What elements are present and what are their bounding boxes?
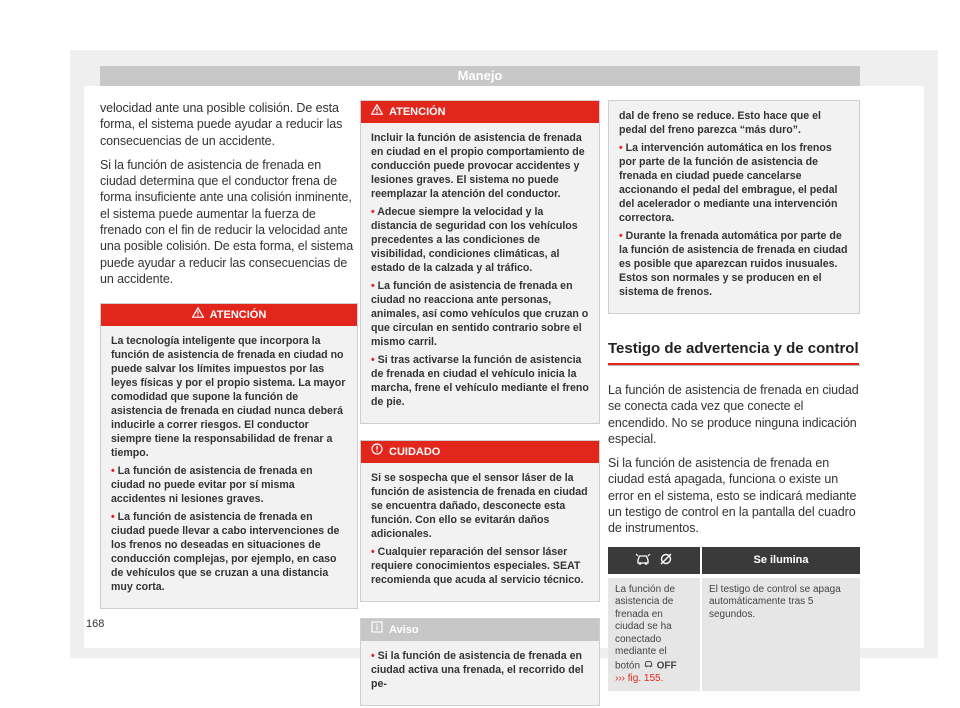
note-bullet: • La intervención automática en los frenos por parte de la función de asistencia de frenada en ciudad puede cancelarse accionando el pedal del embrague, el pedal del acelerador o mediante una intervención correctora. bbox=[619, 142, 838, 224]
note-continuation-intro: dal de freno se reduce. Esto hace que el pedal del freno parezca “más duro”. bbox=[619, 110, 821, 136]
info-circle-icon bbox=[371, 441, 383, 463]
warning-header bbox=[361, 101, 599, 123]
note-title: Aviso bbox=[389, 624, 419, 636]
note-box bbox=[360, 618, 600, 706]
caution-box bbox=[360, 440, 600, 602]
warning-box bbox=[100, 303, 358, 609]
warning-bullet: • Si tras activarse la función de asistencia de frenada en ciudad el vehículo inicia la marcha, frene el vehículo mediante el freno de pie. bbox=[371, 354, 589, 408]
brake-warning-small-icon bbox=[643, 659, 654, 673]
section-title-rule bbox=[608, 340, 860, 366]
table-header-row bbox=[608, 547, 860, 576]
note-continuation-box bbox=[608, 100, 860, 314]
warning-intro: La tecnología inteligente que incorpora la función de asistencia de frenada en ciudad no puede salvar los límites impuestos por las leyes físicas y por el propio sistema. La mayor comodidad que supone la función de asistencia de frenada en ciudad nunca deberá inducirle a correr riesgos. El conductor siempre tiene la responsabilidad de frenar a tiempo. bbox=[111, 335, 346, 460]
warning-body bbox=[101, 326, 357, 608]
warning-triangle-icon bbox=[371, 101, 383, 123]
warning-bullet: • La función de asistencia de frenada en ciudad puede llevar a cabo intervenciones de los frenos no deseadas en situaciones de conducción complejas, por ejemplo, en caso de vehículos que se cruzan a una distancia muy corta. bbox=[111, 511, 340, 594]
car-brake-icon bbox=[635, 552, 651, 569]
page-number: 168 bbox=[86, 618, 105, 630]
note-continuation-body bbox=[609, 101, 859, 313]
column-1 bbox=[100, 100, 358, 609]
warning-title: ATENCIÓN bbox=[209, 309, 267, 322]
paragraph: Si la función de asistencia de frenada en ciudad determina que el conductor frena de forma insuficiente ante una colisión inminente, el sistema puede aumentar la fuerza de frenado con el fin de reducir la velocidad ante una posible colisión. De esta forma, el sistema puede ayudar a reducir las consecuencias de un accidente. bbox=[100, 157, 354, 286]
warning-bullet: • Adecue siempre la velocidad y la distancia de seguridad con los vehículos precedentes a las condiciones de visibilidad, condiciones climáticas, al estado de la calzada y al tráfico. bbox=[371, 206, 578, 274]
table-cell-condition: La función de asistencia de frenada en ciudad se ha conectado mediante el botón OFF ››› fig. 155. bbox=[608, 576, 701, 691]
warning-bullet: • La función de asistencia de frenada en ciudad no puede evitar por sí misma accidentes ni lesiones graves. bbox=[111, 465, 313, 506]
paragraph: Si la función de asistencia de frenada en ciudad está apagada, funciona o existe un error en el sistema, esto se indicará mediante un testigo de control en la pantalla del cuadro de instrumentos. bbox=[608, 456, 857, 536]
caution-bullet: • Cualquier reparación del sensor láser requiere conocimientos especiales. SEAT recomienda que acuda al servicio técnico. bbox=[371, 546, 584, 586]
off-symbol-icon bbox=[659, 552, 673, 569]
paragraph: La función de asistencia de frenada en ciudad se conecta cada vez que conecte el encendido. No se produce ninguna indicación especial. bbox=[608, 383, 859, 446]
table-header-icons bbox=[608, 547, 701, 576]
figure-reference-link[interactable]: ››› fig. 155. bbox=[615, 672, 664, 684]
table-row bbox=[608, 576, 860, 691]
table-header-illuminates: Se ilumina bbox=[701, 547, 860, 576]
table-cell-description: El testigo de control se apaga automáticamente tras 5 segundos. bbox=[701, 576, 860, 691]
section-title: Testigo de advertencia y de control bbox=[608, 340, 859, 365]
paragraph: velocidad ante una posible colisión. De esta forma, el sistema puede ayudar a reducir las consecuencias de un accidente. bbox=[100, 101, 343, 148]
column-2 bbox=[360, 100, 600, 706]
indicator-table bbox=[608, 547, 860, 691]
note-body bbox=[361, 641, 599, 705]
note-bullet: • Si la función de asistencia de frenada en ciudad activa una frenada, el recorrido del pe- bbox=[371, 650, 584, 690]
note-icon bbox=[371, 619, 383, 641]
caution-intro: Si se sospecha que el sensor láser de la función de asistencia de frenada en ciudad se encuentra dañado, desconecte esta función. Con ello se evitarán daños adicionales. bbox=[371, 472, 588, 540]
warning-triangle-icon bbox=[192, 304, 204, 326]
warning-body bbox=[361, 123, 599, 423]
warning-header bbox=[101, 304, 357, 326]
warning-bullet: • La función de asistencia de frenada en ciudad no reacciona ante personas, animales, así como vehículos que cruzan o que circulan en sentido contrario sobre el mismo carril. bbox=[371, 280, 589, 348]
warning-box bbox=[360, 100, 600, 424]
caution-title: CUIDADO bbox=[389, 446, 441, 458]
page-header: Manejo bbox=[100, 66, 860, 86]
note-bullet: • Durante la frenada automática por parte de la función de asistencia de frenada en ciudad es posible que aparezcan ruidos inusuales. Estos son normales y se producen en el sistema de frenos. bbox=[619, 230, 848, 298]
caution-header bbox=[361, 441, 599, 463]
caution-body bbox=[361, 463, 599, 601]
page-content bbox=[84, 86, 924, 690]
warning-title: ATENCIÓN bbox=[389, 106, 446, 118]
note-header bbox=[361, 619, 599, 641]
warning-intro: Incluir la función de asistencia de frenada en ciudad en el propio comportamiento de conducción puede provocar accidentes y lesiones graves. El sistema no puede reemplazar la atención del conductor. bbox=[371, 132, 585, 200]
column-3 bbox=[608, 100, 860, 691]
